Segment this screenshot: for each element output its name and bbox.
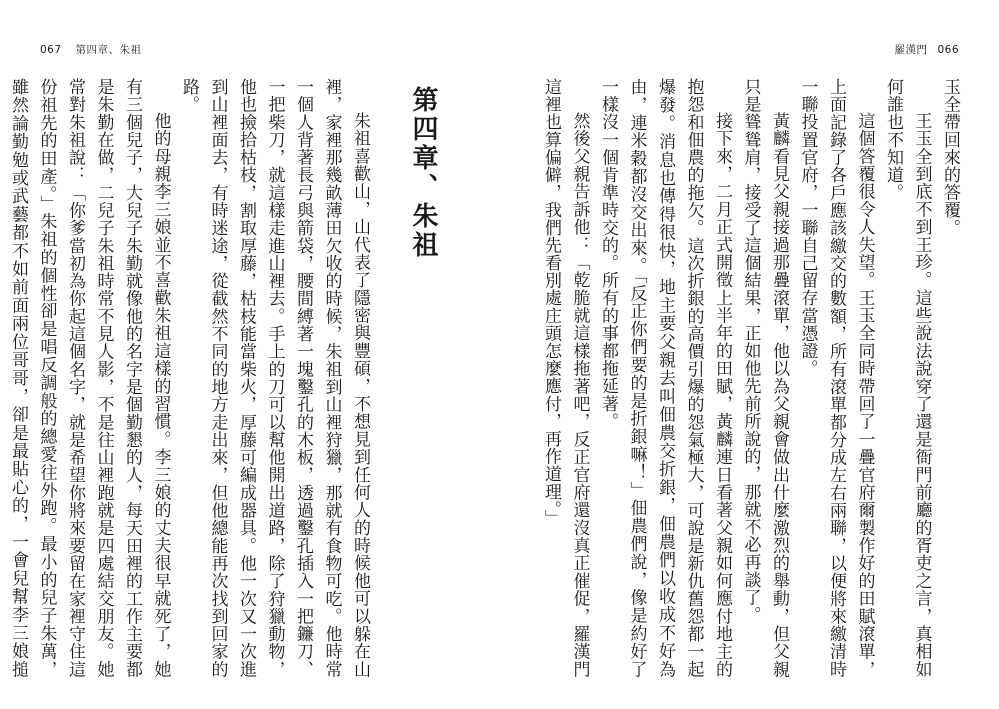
- left-running-title: 第四章、朱祖: [75, 44, 142, 56]
- paragraph: 這個答覆很令人失望。王玉全同時帶回了一疊官府爾製作好的田賦滾單，上面記錄了各戶應該繳交的數額，所有滾單都分成左右兩聯，以便將來繳清時一聯投置官府，一聯自己留存當憑證。: [797, 78, 875, 678]
- chapter-title: 第四章、朱祖: [408, 86, 438, 260]
- left-page-body: [0, 78, 374, 678]
- right-running-title: 羅漢門: [894, 44, 928, 56]
- left-page: [8, 78, 470, 678]
- paragraph: 接下來，二月正式開徵上半年的田賦，黃麟連日看著父親如何應付地主的抱怨和佃農的拖欠。這次折銀的高價引爆的怨氣極大，可說是新仇舊怨都一起爆發。消息也傳得很快，地主要父親去叫佃農交折銀，佃農們以收成不好為由，連米穀都沒交出來。「反正你們要的是折銀嘛！」佃農們說，像是約好了一樣沒一個肯準時交的。所有的事都拖延著。: [598, 78, 732, 678]
- right-page-number: 066: [937, 44, 959, 56]
- right-page: [528, 78, 964, 678]
- paragraph: 玉全帶回來的答覆。: [940, 78, 960, 237]
- paragraph: 然後父親告訴他：「乾脆就這樣拖著吧，反正官府還沒真正催促，羅漢門這裡也算偏僻，我們先看別處庄頭怎麼應付，再作道理。」: [541, 78, 590, 678]
- paragraph: 黃麟看見父親接過那疊滾單，他以為父親會做出什麼激烈的舉動，但父親只是聳聳肩，接受了這個結果，正如他先前所說的，那就不必再談了。: [740, 78, 789, 678]
- left-page-number: 067: [40, 44, 62, 56]
- paragraph: 他的母親李三娘並不喜歡朱祖這樣的習慣。李三娘的丈夫很早就死了，她有三個兒子，大兒子朱勤就像他的名字是個勤懇的人，每天田裡的工作主要都是朱勤在做，二兒子朱祖時常不見人影，不是往山裡跑就是四處結交朋友。她常對朱祖說：「你爹當初為你起這個名字，就是希望你將來要留在家裡守住這份祖先的田產。」朱祖的個性卻是唱反調般的總愛往外跑。最小的兒子朱萬，雖然論勤勉或武藝都不如前面兩位哥哥，卻是最貼心的，一會兒幫李三娘搥: [8, 78, 171, 678]
- paragraph: 王玉全到底不到王珍。這些說法說穿了還是衙門前廳的胥吏之言，真相如何誰也不知道。: [883, 78, 932, 678]
- right-page-header: [894, 42, 959, 57]
- left-page-header: [40, 42, 142, 57]
- right-page-body: [537, 78, 965, 678]
- paragraph: 朱祖喜歡山，山代表了隱密與豐碩，不想見到任何人的時候他可以躲在山裡，家裡那幾畝薄田欠收的時候，朱祖到山裡狩獵，那就有食物可吃。他時常一個人背著長弓與箭袋，腰間縛著一塊鑿孔的木板，透過鑿孔插入一把鐮刀、一把柴刀，就這樣走進山裡去。手上的刀可以幫他開出道路，除了狩獵動物，他也撿拾枯枝，割取厚藤，枯枝能當柴火，厚藤可編成器具。他一次又一次進到山裡面去，有時迷途，從截然不同的地方走出來，但他總能再次找到回家的路。: [179, 78, 370, 678]
